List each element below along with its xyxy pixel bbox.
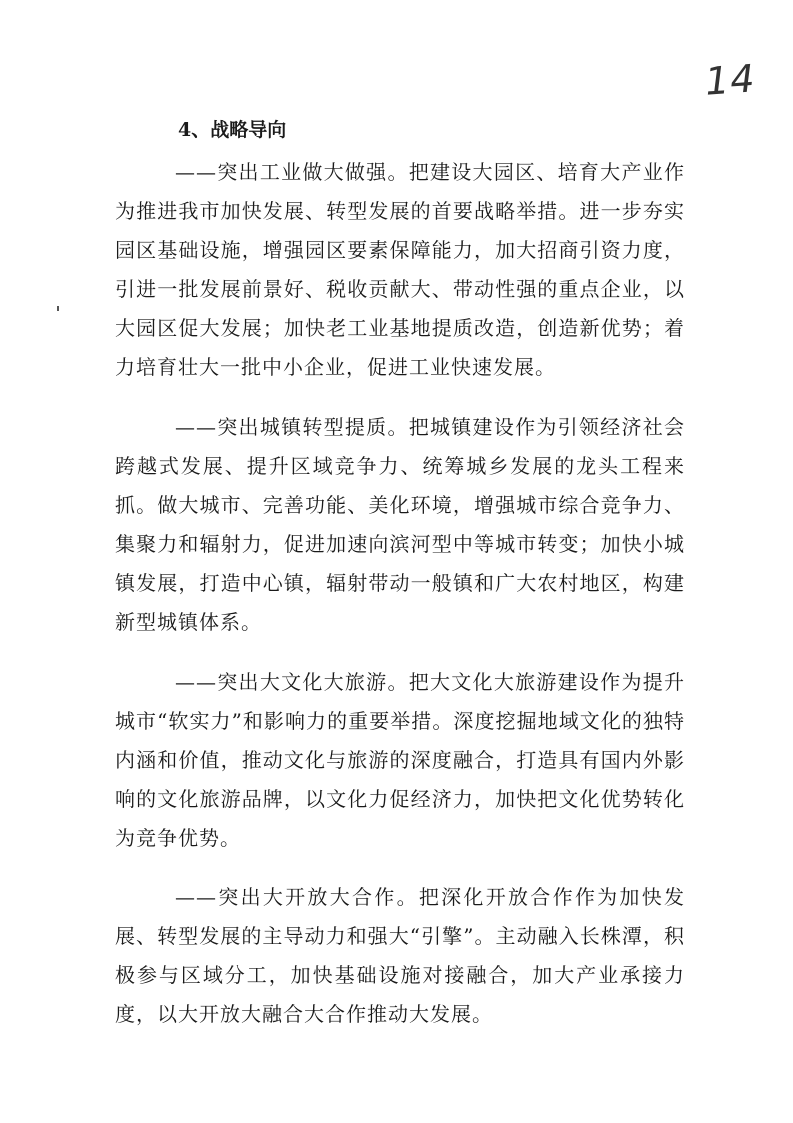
section-heading: 4、战略导向 [178, 119, 287, 141]
paragraph-opening-cooperation: ——突出大开放大合作。把深化开放合作作为加快发展、转型发展的主导动力和强大“引擎”。主动融入长株潭，积极参与区域分工，加快基础设施对接融合，加大产业承接力度，以大开放大融合大合作推动大发展。 [115, 885, 685, 1026]
paragraph-urbanization: ——突出城镇转型提质。把城镇建设作为引领经济社会跨越式发展、提升区域竞争力、统筹城乡发展的龙头工程来抓。做大城市、完善功能、美化环境，增强城市综合竞争力、集聚力和辐射力，促进加速向滨河型中等城市转变；加快小城镇发展，打造中心镇，辐射带动一般镇和广大农村地区，构建新型城镇体系。 [115, 415, 685, 634]
paragraph-industry: ——突出工业做大做强。把建设大园区、培育大产业作为推进我市加快发展、转型发展的首要战略举措。进一步夯实园区基础设施，增强园区要素保障能力，加大招商引资力度，引进一批发展前景好、税收贡献大、带动性强的重点企业，以大园区促大发展；加快老工业基地提质改造，创造新优势；着力培育壮大一批中小企业，促进工业快速发展。 [115, 160, 685, 379]
scan-mark [57, 306, 59, 311]
handwritten-page-number: 14 [703, 56, 757, 104]
paragraph-culture-tourism: ——突出大文化大旅游。把大文化大旅游建设作为提升城市“软实力”和影响力的重要举措。深度挖掘地域文化的独特内涵和价值，推动文化与旅游的深度融合，打造具有国内外影响的文化旅游品牌，以文化力促经济力，加快把文化优势转化为竞争优势。 [115, 670, 685, 850]
